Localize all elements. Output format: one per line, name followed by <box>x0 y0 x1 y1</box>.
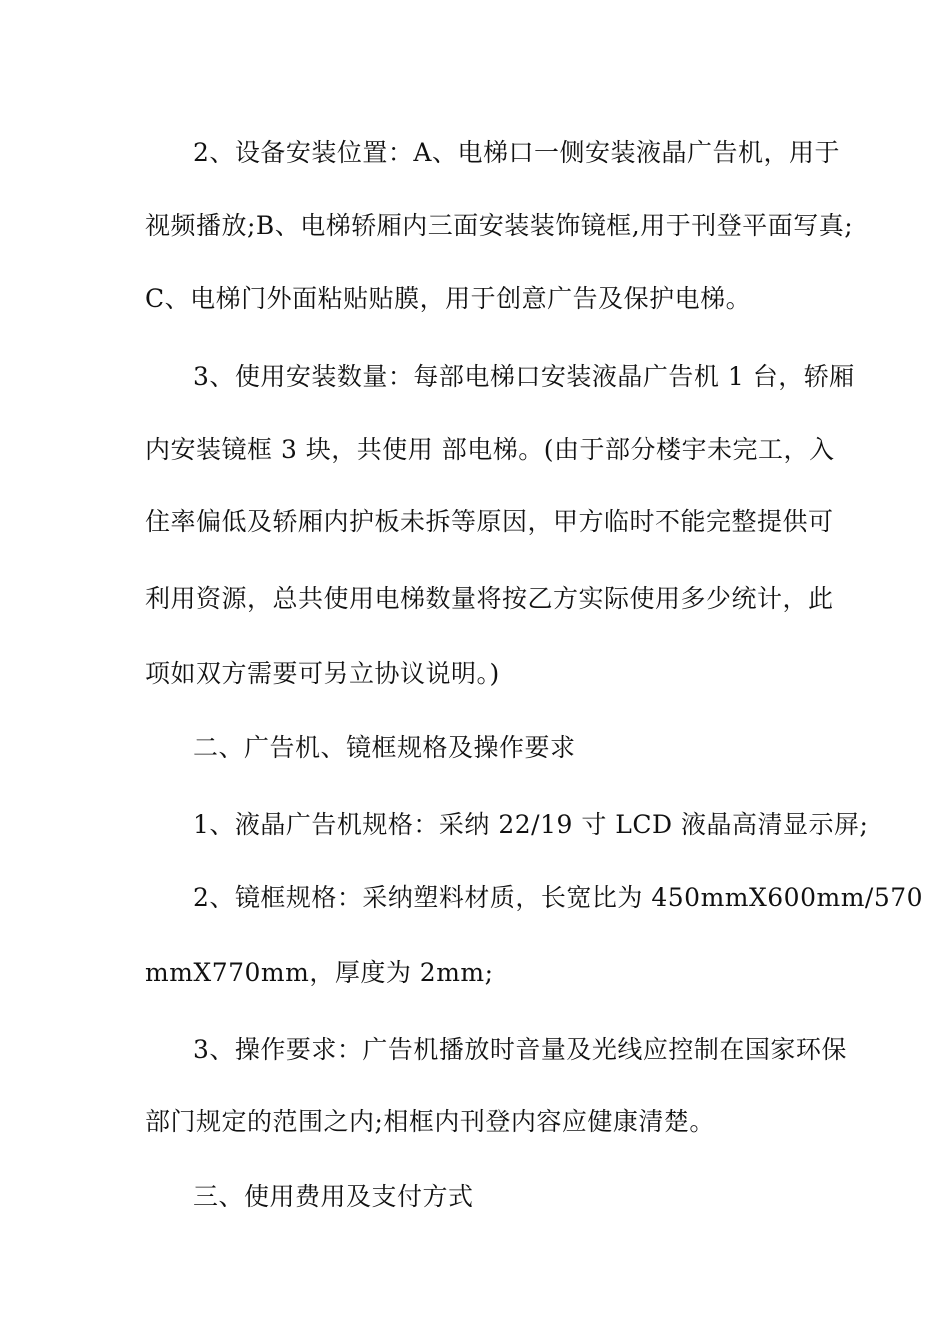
section-heading: 二、广告机、镜框规格及操作要求 <box>193 733 576 762</box>
paragraph-line: 内安装镜框 3 块，共使用 部电梯。(由于部分楼宇未完工，入 <box>145 435 835 464</box>
paragraph-line: mmX770mm，厚度为 2mm; <box>145 958 494 987</box>
paragraph-line: 项如双方需要可另立协议说明。) <box>145 659 500 688</box>
paragraph-line: 住率偏低及轿厢内护板未拆等原因，甲方临时不能完整提供可 <box>145 507 834 536</box>
paragraph-line: 部门规定的范围之内;相框内刊登内容应健康清楚。 <box>145 1107 715 1136</box>
paragraph-line: 2、镜框规格：采纳塑料材质，长宽比为 450mmX600mm/570 <box>193 883 924 912</box>
paragraph-line: 视频播放;B、电梯轿厢内三面安装装饰镜框,用于刊登平面写真; <box>145 211 854 240</box>
paragraph-line: 3、使用安装数量：每部电梯口安装液晶广告机 1 台，轿厢 <box>193 362 855 391</box>
paragraph-line: 2、设备安装位置：A、电梯口一侧安装液晶广告机，用于 <box>193 138 840 167</box>
paragraph-line: 3、操作要求：广告机播放时音量及光线应控制在国家环保 <box>193 1035 847 1064</box>
paragraph-line: 1、液晶广告机规格：采纳 22/19 寸 LCD 液晶高清显示屏; <box>193 810 869 839</box>
paragraph-line: 利用资源，总共使用电梯数量将按乙方实际使用多少统计，此 <box>145 584 834 613</box>
paragraph-line: C、电梯门外面粘贴贴膜，用于创意广告及保护电梯。 <box>145 284 752 313</box>
section-heading: 三、使用费用及支付方式 <box>193 1182 474 1211</box>
